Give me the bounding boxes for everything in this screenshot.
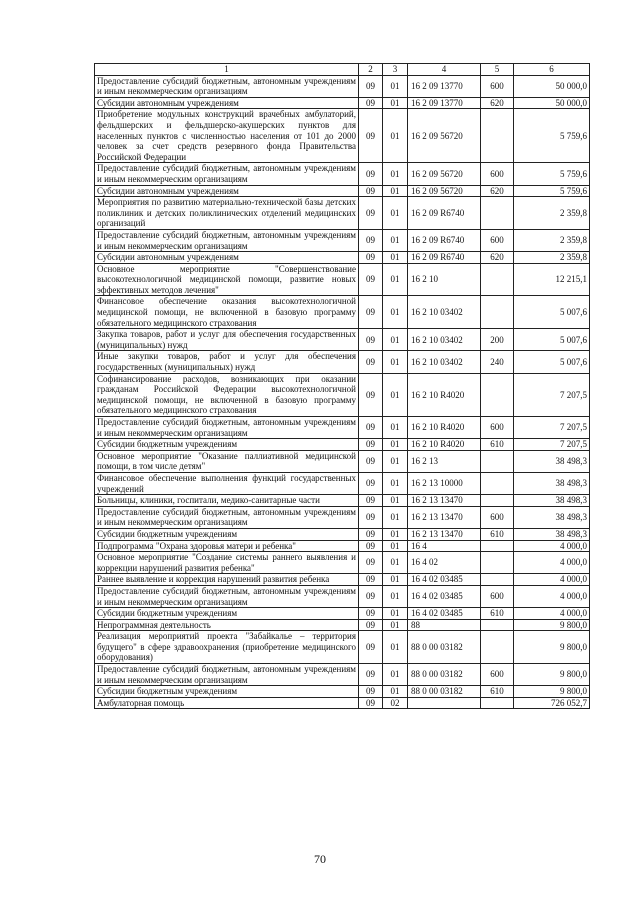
- row-amount: 4 000,0: [514, 574, 590, 586]
- table-header-row: [95, 64, 590, 76]
- row-section: 09: [359, 417, 383, 439]
- table-row: [95, 697, 590, 709]
- table-row: [95, 450, 590, 472]
- row-amount: 7 207,5: [514, 417, 590, 439]
- table-row: [95, 528, 590, 540]
- row-amount: 38 498,3: [514, 472, 590, 494]
- row-name: Подпрограмма "Охрана здоровья матери и ребенка": [95, 540, 359, 552]
- row-expense-type: [481, 697, 514, 709]
- row-name: Амбулаторная помощь: [95, 697, 359, 709]
- row-name: Предоставление субсидий бюджетным, автономным учреждениям и иным некоммерческим организациям: [95, 506, 359, 528]
- row-name: Предоставление субсидий бюджетным, автономным учреждениям и иным некоммерческим организациям: [95, 163, 359, 185]
- row-name: Основное мероприятие "Оказание паллиативной медицинской помощи, в том числе детям": [95, 450, 359, 472]
- row-amount: 5 007,6: [514, 351, 590, 373]
- row-expense-type: [481, 197, 514, 230]
- row-section: 09: [359, 109, 383, 163]
- row-expense-type: [481, 263, 514, 296]
- row-amount: 4 000,0: [514, 585, 590, 607]
- table-row: [95, 495, 590, 507]
- row-target-code: 16 2 09 56720: [408, 185, 481, 197]
- row-section: 09: [359, 75, 383, 97]
- row-expense-type: 620: [481, 97, 514, 109]
- row-target-code: [408, 697, 481, 709]
- row-target-code: 88 0 00 03182: [408, 631, 481, 664]
- row-section: 09: [359, 585, 383, 607]
- row-name: Предоставление субсидий бюджетным, автономным учреждениям и иным некоммерческим организациям: [95, 585, 359, 607]
- row-name: Приобретение модульных конструкций врачебных амбулаторий, фельдшерских и фельдшерско-акушерских пунктов для населенных пунктов с численностью населения от 101 до 2000 человек за счет средств резервного фонда Правительства Российской Федерации: [95, 109, 359, 163]
- table-row: [95, 75, 590, 97]
- row-section: 09: [359, 252, 383, 264]
- table-row: [95, 472, 590, 494]
- row-expense-type: [481, 574, 514, 586]
- row-expense-type: [481, 296, 514, 329]
- row-section: 09: [359, 229, 383, 251]
- row-expense-type: 600: [481, 163, 514, 185]
- row-amount: 12 215,1: [514, 263, 590, 296]
- row-subsection: 01: [383, 373, 408, 416]
- row-subsection: 01: [383, 197, 408, 230]
- row-name: Непрограммная деятельность: [95, 619, 359, 631]
- row-target-code: 16 2 09 R6740: [408, 197, 481, 230]
- table-row: [95, 163, 590, 185]
- row-section: 09: [359, 631, 383, 664]
- row-amount: 7 207,5: [514, 439, 590, 451]
- row-expense-type: [481, 373, 514, 416]
- table-row: [95, 506, 590, 528]
- row-name: Предоставление субсидий бюджетным, автономным учреждениям и иным некоммерческим организациям: [95, 417, 359, 439]
- table-row: [95, 585, 590, 607]
- page-number: 70: [314, 852, 326, 866]
- row-target-code: 16 2 13 13470: [408, 506, 481, 528]
- row-target-code: 16 2 09 56720: [408, 109, 481, 163]
- row-target-code: 16 2 13 13470: [408, 495, 481, 507]
- row-section: 09: [359, 373, 383, 416]
- row-amount: 5 759,6: [514, 163, 590, 185]
- row-section: 09: [359, 439, 383, 451]
- row-expense-type: 600: [481, 229, 514, 251]
- table-row: [95, 439, 590, 451]
- row-name: Иные закупки товаров, работ и услуг для обеспечения государственных (муниципальных) нужд: [95, 351, 359, 373]
- row-name: Основное мероприятие "Создание системы раннего выявления и коррекции нарушений развития ребенка": [95, 552, 359, 574]
- header-col-6: 6: [514, 64, 590, 76]
- row-name: Раннее выявление и коррекция нарушений развития ребенка: [95, 574, 359, 586]
- row-amount: 5 759,6: [514, 185, 590, 197]
- row-subsection: 01: [383, 528, 408, 540]
- row-target-code: 16 2 10 R4020: [408, 417, 481, 439]
- row-section: 09: [359, 185, 383, 197]
- row-section: 09: [359, 263, 383, 296]
- row-subsection: 01: [383, 252, 408, 264]
- row-expense-type: [481, 450, 514, 472]
- row-expense-type: [481, 619, 514, 631]
- row-subsection: 01: [383, 495, 408, 507]
- row-subsection: 01: [383, 229, 408, 251]
- row-subsection: 01: [383, 263, 408, 296]
- row-subsection: 01: [383, 329, 408, 351]
- row-amount: 2 359,8: [514, 197, 590, 230]
- table-row: [95, 329, 590, 351]
- table-row: [95, 664, 590, 686]
- row-subsection: 01: [383, 97, 408, 109]
- row-amount: 9 800,0: [514, 619, 590, 631]
- row-subsection: 01: [383, 631, 408, 664]
- row-amount: 5 759,6: [514, 109, 590, 163]
- row-section: 09: [359, 450, 383, 472]
- row-name: Субсидии автономным учреждениям: [95, 185, 359, 197]
- row-amount: 50 000,0: [514, 97, 590, 109]
- header-col-5: 5: [481, 64, 514, 76]
- row-subsection: 01: [383, 686, 408, 698]
- row-section: 09: [359, 686, 383, 698]
- row-subsection: 01: [383, 585, 408, 607]
- row-name: Финансовое обеспечение оказания высокотехнологичной медицинской помощи, не включенной в базовую программу обязательного медицинского страхования: [95, 296, 359, 329]
- row-subsection: 01: [383, 608, 408, 620]
- row-section: 09: [359, 574, 383, 586]
- table-row: [95, 229, 590, 251]
- row-subsection: 01: [383, 75, 408, 97]
- row-expense-type: 610: [481, 686, 514, 698]
- row-amount: 9 800,0: [514, 664, 590, 686]
- table-row: [95, 608, 590, 620]
- row-subsection: 01: [383, 506, 408, 528]
- row-subsection: 01: [383, 472, 408, 494]
- row-subsection: 02: [383, 697, 408, 709]
- row-expense-type: 610: [481, 439, 514, 451]
- row-amount: 2 359,8: [514, 229, 590, 251]
- row-name: Мероприятия по развитию материально-технической базы детских поликлиник и детских поликлинических отделений медицинских организаций: [95, 197, 359, 230]
- row-subsection: 01: [383, 109, 408, 163]
- row-target-code: 16 2 10 R4020: [408, 373, 481, 416]
- row-expense-type: 610: [481, 528, 514, 540]
- header-col-1: 1: [95, 64, 359, 76]
- row-amount: 38 498,3: [514, 506, 590, 528]
- row-subsection: 01: [383, 619, 408, 631]
- table-row: [95, 263, 590, 296]
- row-target-code: 16 2 10 03402: [408, 351, 481, 373]
- row-target-code: 16 2 13: [408, 450, 481, 472]
- row-section: 09: [359, 329, 383, 351]
- row-expense-type: 620: [481, 252, 514, 264]
- table-row: [95, 109, 590, 163]
- row-section: 09: [359, 197, 383, 230]
- row-name: Субсидии бюджетным учреждениям: [95, 686, 359, 698]
- row-amount: 726 052,7: [514, 697, 590, 709]
- table-row: [95, 252, 590, 264]
- row-amount: 4 000,0: [514, 608, 590, 620]
- row-expense-type: [481, 540, 514, 552]
- row-target-code: 16 2 13 13470: [408, 528, 481, 540]
- row-amount: 2 359,8: [514, 252, 590, 264]
- row-expense-type: [481, 631, 514, 664]
- row-expense-type: 600: [481, 417, 514, 439]
- header-col-3: 3: [383, 64, 408, 76]
- row-section: 09: [359, 619, 383, 631]
- row-target-code: 16 2 09 13770: [408, 75, 481, 97]
- row-target-code: 16 4 02 03485: [408, 574, 481, 586]
- row-section: 09: [359, 528, 383, 540]
- row-amount: 38 498,3: [514, 528, 590, 540]
- row-target-code: 16 2 09 56720: [408, 163, 481, 185]
- row-name: Софинансирование расходов, возникающих при оказании гражданам Российской Федерации высокотехнологичной медицинской помощи, не включенной в базовую программу обязательного медицинского страхования: [95, 373, 359, 416]
- row-subsection: 01: [383, 439, 408, 451]
- row-name: Субсидии бюджетным учреждениям: [95, 439, 359, 451]
- budget-table: [94, 63, 590, 709]
- row-expense-type: [481, 552, 514, 574]
- row-amount: 5 007,6: [514, 296, 590, 329]
- row-amount: 9 800,0: [514, 631, 590, 664]
- table-row: [95, 686, 590, 698]
- row-target-code: 16 4 02: [408, 552, 481, 574]
- row-name: Субсидии автономным учреждениям: [95, 252, 359, 264]
- row-subsection: 01: [383, 540, 408, 552]
- row-target-code: 16 4 02 03485: [408, 608, 481, 620]
- row-subsection: 01: [383, 664, 408, 686]
- row-target-code: 16 2 10 03402: [408, 296, 481, 329]
- row-target-code: 88 0 00 03182: [408, 664, 481, 686]
- table-row: [95, 351, 590, 373]
- row-name: Субсидии автономным учреждениям: [95, 97, 359, 109]
- row-name: Субсидии бюджетным учреждениям: [95, 608, 359, 620]
- row-expense-type: 200: [481, 329, 514, 351]
- row-expense-type: 600: [481, 506, 514, 528]
- row-target-code: 16 2 09 R6740: [408, 252, 481, 264]
- row-amount: 5 007,6: [514, 329, 590, 351]
- row-name: Основное мероприятие "Совершенствование высокотехнологичной медицинской помощи, развитие новых эффективных методов лечения": [95, 263, 359, 296]
- table-row: [95, 197, 590, 230]
- table-row: [95, 97, 590, 109]
- row-section: 09: [359, 552, 383, 574]
- header-col-2: 2: [359, 64, 383, 76]
- table-row: [95, 552, 590, 574]
- row-expense-type: 620: [481, 185, 514, 197]
- table-row: [95, 417, 590, 439]
- row-name: Закупка товаров, работ и услуг для обеспечения государственных (муниципальных) нужд: [95, 329, 359, 351]
- row-subsection: 01: [383, 450, 408, 472]
- table-row: [95, 373, 590, 416]
- row-target-code: 16 4 02 03485: [408, 585, 481, 607]
- row-amount: 9 800,0: [514, 686, 590, 698]
- row-section: 09: [359, 163, 383, 185]
- row-target-code: 88 0 00 03182: [408, 686, 481, 698]
- row-target-code: 16 2 10: [408, 263, 481, 296]
- row-amount: 7 207,5: [514, 373, 590, 416]
- row-amount: 38 498,3: [514, 450, 590, 472]
- row-expense-type: 240: [481, 351, 514, 373]
- row-target-code: 16 2 13 10000: [408, 472, 481, 494]
- row-target-code: 16 2 10 03402: [408, 329, 481, 351]
- row-amount: 50 000,0: [514, 75, 590, 97]
- row-section: 09: [359, 540, 383, 552]
- row-name: Предоставление субсидий бюджетным, автономным учреждениям и иным некоммерческим организациям: [95, 75, 359, 97]
- row-section: 09: [359, 97, 383, 109]
- header-col-4: 4: [408, 64, 481, 76]
- row-amount: 38 498,3: [514, 495, 590, 507]
- row-expense-type: [481, 109, 514, 163]
- row-target-code: 16 4: [408, 540, 481, 552]
- row-expense-type: 600: [481, 664, 514, 686]
- row-expense-type: [481, 495, 514, 507]
- row-section: 09: [359, 351, 383, 373]
- row-target-code: 16 2 09 13770: [408, 97, 481, 109]
- row-target-code: 16 2 10 R4020: [408, 439, 481, 451]
- row-expense-type: [481, 472, 514, 494]
- table-row: [95, 296, 590, 329]
- row-subsection: 01: [383, 574, 408, 586]
- row-expense-type: 600: [481, 585, 514, 607]
- row-section: 09: [359, 472, 383, 494]
- row-section: 09: [359, 495, 383, 507]
- row-section: 09: [359, 506, 383, 528]
- row-section: 09: [359, 608, 383, 620]
- row-name: Финансовое обеспечение выполнения функций государственных учреждений: [95, 472, 359, 494]
- table-row: [95, 185, 590, 197]
- row-subsection: 01: [383, 351, 408, 373]
- row-amount: 4 000,0: [514, 540, 590, 552]
- row-name: Предоставление субсидий бюджетным, автономным учреждениям и иным некоммерческим организациям: [95, 229, 359, 251]
- table-row: [95, 540, 590, 552]
- row-section: 09: [359, 697, 383, 709]
- row-section: 09: [359, 664, 383, 686]
- table-body: [95, 75, 590, 709]
- row-subsection: 01: [383, 417, 408, 439]
- table-row: [95, 619, 590, 631]
- row-target-code: 88: [408, 619, 481, 631]
- row-subsection: 01: [383, 163, 408, 185]
- row-expense-type: 600: [481, 75, 514, 97]
- row-section: 09: [359, 296, 383, 329]
- row-expense-type: 610: [481, 608, 514, 620]
- table-row: [95, 631, 590, 664]
- row-name: Предоставление субсидий бюджетным, автономным учреждениям и иным некоммерческим организациям: [95, 664, 359, 686]
- row-subsection: 01: [383, 185, 408, 197]
- row-name: Реализация мероприятий проекта "Забайкалье – территория будущего" в сфере здравоохранения (приобретение медицинского оборудования): [95, 631, 359, 664]
- row-subsection: 01: [383, 296, 408, 329]
- table-row: [95, 574, 590, 586]
- row-target-code: 16 2 09 R6740: [408, 229, 481, 251]
- row-amount: 4 000,0: [514, 552, 590, 574]
- row-subsection: 01: [383, 552, 408, 574]
- row-name: Субсидии бюджетным учреждениям: [95, 528, 359, 540]
- row-name: Больницы, клиники, госпитали, медико-санитарные части: [95, 495, 359, 507]
